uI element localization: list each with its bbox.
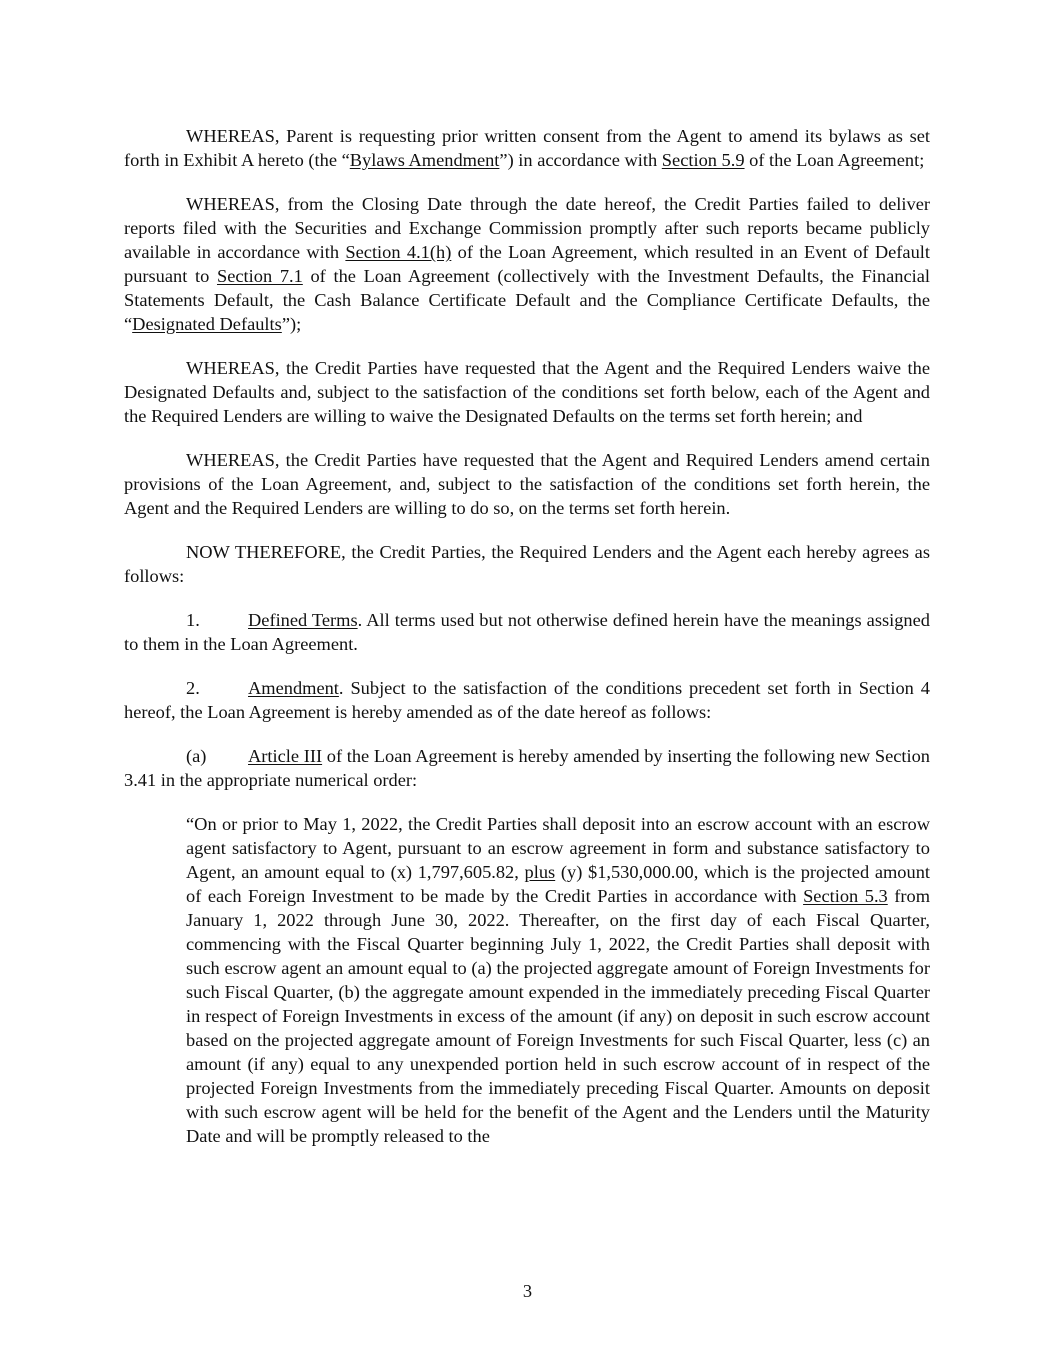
defined-term-designated-defaults: Designated Defaults	[132, 314, 282, 334]
text-run: ”);	[281, 314, 302, 334]
text-run: ”) in accordance with	[499, 150, 662, 170]
section-reference: Section 7.1	[216, 266, 303, 286]
section-2a-paragraph	[124, 744, 930, 792]
section-heading: Amendment	[248, 678, 339, 698]
text-run: of the Loan Agreement (collectively with the Investment Defaults, the Financial Statements Default, the Cash Balance Certificate Default and the Compliance Certificate Defaults, the “	[124, 266, 931, 334]
now-therefore-paragraph: NOW THEREFORE, the Credit Parties, the Required Lenders and the Agent each hereby agrees as follows:	[124, 542, 930, 586]
defined-term-bylaws-amendment: Bylaws Amendment	[349, 150, 500, 170]
text-run: . Subject to the satisfaction of the conditions precedent set forth in Section 4 hereof, the Loan Agreement is hereby amended as of the date hereof as follows:	[124, 678, 930, 722]
quoted-section-3-41	[186, 812, 930, 1148]
article-reference: Article III	[248, 746, 323, 766]
section-number: 2.	[186, 678, 200, 698]
emphasis-plus: plus	[524, 862, 556, 882]
whereas-waiver-paragraph: WHEREAS, the Credit Parties have requested that the Agent and the Required Lenders waive the Designated Defaults and, subject to the satisfaction of the conditions set forth below, each of the Agent and the Required Lenders are willing to waive the Designated Defaults on the terms set forth herein; and	[124, 358, 930, 426]
text-run: “On or prior to May 1, 2022, the Credit Parties shall deposit into an escrow account with an escrow agent satisfactory to Agent, pursuant to an escrow agreement in form and substance satisfactory to Agent, an amount equal to (x) 1,797,605.82,	[186, 814, 930, 882]
whereas-bylaws-paragraph	[124, 124, 930, 172]
text-run: of the Loan Agreement;	[744, 150, 925, 170]
page-number: 3	[522, 1281, 533, 1301]
section-number: (a)	[186, 746, 207, 766]
section-reference: Section 4.1(h)	[345, 242, 452, 262]
section-reference: Section 5.3	[803, 886, 888, 906]
text-run: from January 1, 2022 through June 30, 2022. Thereafter, on the first day of each Fiscal Quarter, commencing with the Fiscal Quarter beginning July 1, 2022, the Credit Parties shall deposit with such escrow agent an amount equal to (a) the projected aggregate amount of Foreign Investments for such Fiscal Quarter, (b) the aggregate amount expended in the immediately preceding Fiscal Quarter in respect of Foreign Investments in excess of the amount (if any) on deposit in such escrow account based on the projected aggregate amount of Foreign Investments for such Fiscal Quarter, less (c) an amount (if any) equal to any unexpended portion held in such escrow account of in respect of the projected Foreign Investments from the immediately preceding Fiscal Quarter. Amounts on deposit with such escrow agent will be held for the benefit of the Agent and the Lenders until the Maturity Date and will be promptly released to the	[186, 886, 931, 1146]
section-reference: Section 5.9	[661, 150, 745, 170]
text-run: . All terms used but not otherwise defined herein have the meanings assigned to them in the Loan Agreement.	[124, 610, 930, 654]
section-number: 1.	[186, 610, 200, 630]
whereas-reports-paragraph	[124, 192, 930, 336]
section-1-paragraph	[124, 608, 930, 656]
text-run: of the Loan Agreement, which resulted in an Event of Default pursuant to	[124, 242, 930, 286]
text-run: (y) $1,530,000.00, which is the projected amount of each Foreign Investment to be made by the Credit Parties in accordance with	[186, 862, 930, 906]
whereas-amend-paragraph: WHEREAS, the Credit Parties have requested that the Agent and Required Lenders amend certain provisions of the Loan Agreement, and, subject to the satisfaction of the conditions set forth herein, the Agent and the Required Lenders are willing to do so, on the terms set forth herein.	[124, 450, 930, 518]
text-run: WHEREAS, Parent is requesting prior written consent from the Agent to amend its bylaws as set forth in Exhibit A hereto (the “	[124, 126, 930, 170]
section-heading: Defined Terms	[248, 610, 358, 630]
section-2-paragraph	[124, 676, 930, 724]
document-body	[124, 124, 930, 1148]
text-run: WHEREAS, from the Closing Date through the date hereof, the Credit Parties failed to deliver reports filed with the Securities and Exchange Commission promptly after such reports became publicly available in accordance with	[124, 194, 930, 262]
text-run: of the Loan Agreement is hereby amended by inserting the following new Section 3.41 in the appropriate numerical order:	[124, 746, 931, 790]
